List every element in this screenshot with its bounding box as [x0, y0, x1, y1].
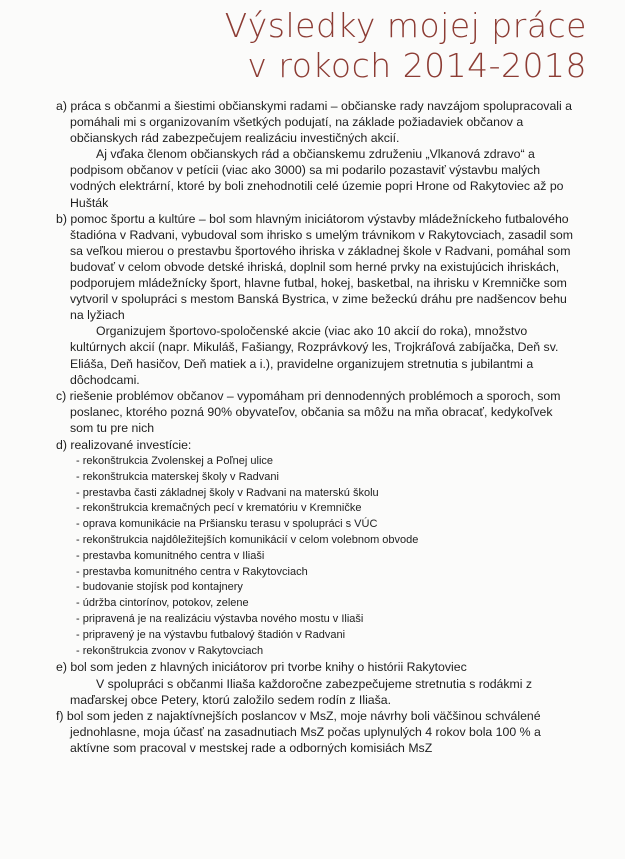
document-body: [56, 98, 576, 756]
list-item: - rekonštrukcia Zvolenskej a Poľnej ulice: [76, 455, 274, 468]
list-item: - údržba cintorínov, potokov, zelene: [76, 597, 249, 610]
section-e-paragraph: V spolupráci s občanmi Iliaša každoročne zabezpečujeme stretnutia s rodákmi z maďarskej obce Petery, ktorú založilo sedem rodín z Iliaša.: [70, 676, 533, 707]
list-item: - budovanie stojísk pod kontajnery: [76, 581, 243, 594]
list-item: - pripravený je na výstavbu futbalový štadión v Radvani: [76, 628, 346, 641]
list-item: - oprava komunikácie na Pršiansku terasu v spolupráci s VÚC: [76, 518, 378, 531]
list-item: - prestavba komunitného centra v Rakytovciach: [76, 565, 308, 578]
section-c: c) riešenie problémov občanov – vypomáham pri dennodenných problémoch a sporoch, som poslanec, ktorého pozná 90% obyvateľov, občania sa môžu na mňa obracať, kedykoľvek som tu pre nich: [56, 388, 561, 435]
list-item: - rekonštrukcia najdôležitejších komunikácií v celom volebnom obvode: [76, 534, 419, 547]
investment-list: [56, 454, 576, 659]
section-b-paragraph: Organizujem športovo-spoločenské akcie (viac ako 10 akcií do roka), množstvo kultúrnych akcií (napr. Mikuláš, Fašiangy, Rozprávkový les, Trojkráľová zabíjačka, Deň sv. Eliáša, Deň hasičov, Deň matiek a i.), pravidelne organizujem stretnutia s jubilantmi a dôchodcami.: [70, 324, 559, 387]
section-a: a) práca s občanmi a šiestimi občianskymi radami – občianske rady navzájom spolupracovali a pomáhali mi s organizovaním všetkých podujatí, na základe požiadaviek občanov a občianskych rád zabezpečujem realizáciu investičných akcií.: [56, 99, 573, 146]
section-b: b) pomoc športu a kultúre – bol som hlavným iniciátorom výstavby mládežníckeho futbalového štadióna v Radvani, vybudoval som ihrisko s umelým trávnikom v Rakytovciach, zasadil som sa veľkou mierou o prestavbu športového ihriska v základnej škole v Radvani, pomáhal som budovať v celom obvode detské ihriská, doplnil som herné prvky na existujúcich ihriskách, podporujem mládežnícky šport, hlavne futbal, hokej, basketbal, na ihrisku v Kremničke som vytvoril v spolupráci s mestom Banská Bystrica, v zime bežeckú dráhu pre nadšencov behu na lyžiach: [56, 211, 574, 323]
section-e: e) bol som jeden z hlavných iniciátorov pri tvorbe knihy o histórii Rakytoviec: [56, 660, 467, 675]
section-f: f) bol som jeden z najaktívnejších poslancov v MsZ, moje návrhy boli väčšinou schválené jednohlasne, moja účasť na zasadnutiach MsZ počas uplynulých 4 rokov bola 100 % a aktívne som pracoval v mestskej rade a odborných komisiách MsZ: [56, 708, 541, 755]
page-title: [225, 6, 587, 86]
list-item: - prestavba časti základnej školy v Radvani na materskú školu: [76, 486, 379, 499]
section-d-heading: d) realizované investície:: [56, 437, 192, 452]
list-item: - rekonštrukcia zvonov v Rakytovciach: [76, 644, 264, 657]
list-item: - rekonštrukcia materskej školy v Radvani: [76, 470, 279, 483]
title-line-2: v rokoch 2014-2018: [247, 46, 587, 85]
list-item: - rekonštrukcia kremačných pecí v krematóriu v Kremničke: [76, 502, 362, 515]
section-a-paragraph: Aj vďaka členom občianskych rád a občianskemu združeniu „Vlkanová zdravo“ a podpisom občanov v petícii (viac ako 3000) sa mi podarilo pozastaviť výstavbu malých vodných elektrární, ktoré by boli znehodnotili celé územie popri Hrone od Rakytoviec až po Hušták: [70, 147, 564, 210]
list-item: - pripravená je na realizáciu výstavba nového mostu v Iliaši: [76, 613, 364, 626]
title-line-1: Výsledky mojej práce: [224, 6, 587, 45]
list-item: - prestavba komunitného centra v Iliaši: [76, 549, 265, 562]
